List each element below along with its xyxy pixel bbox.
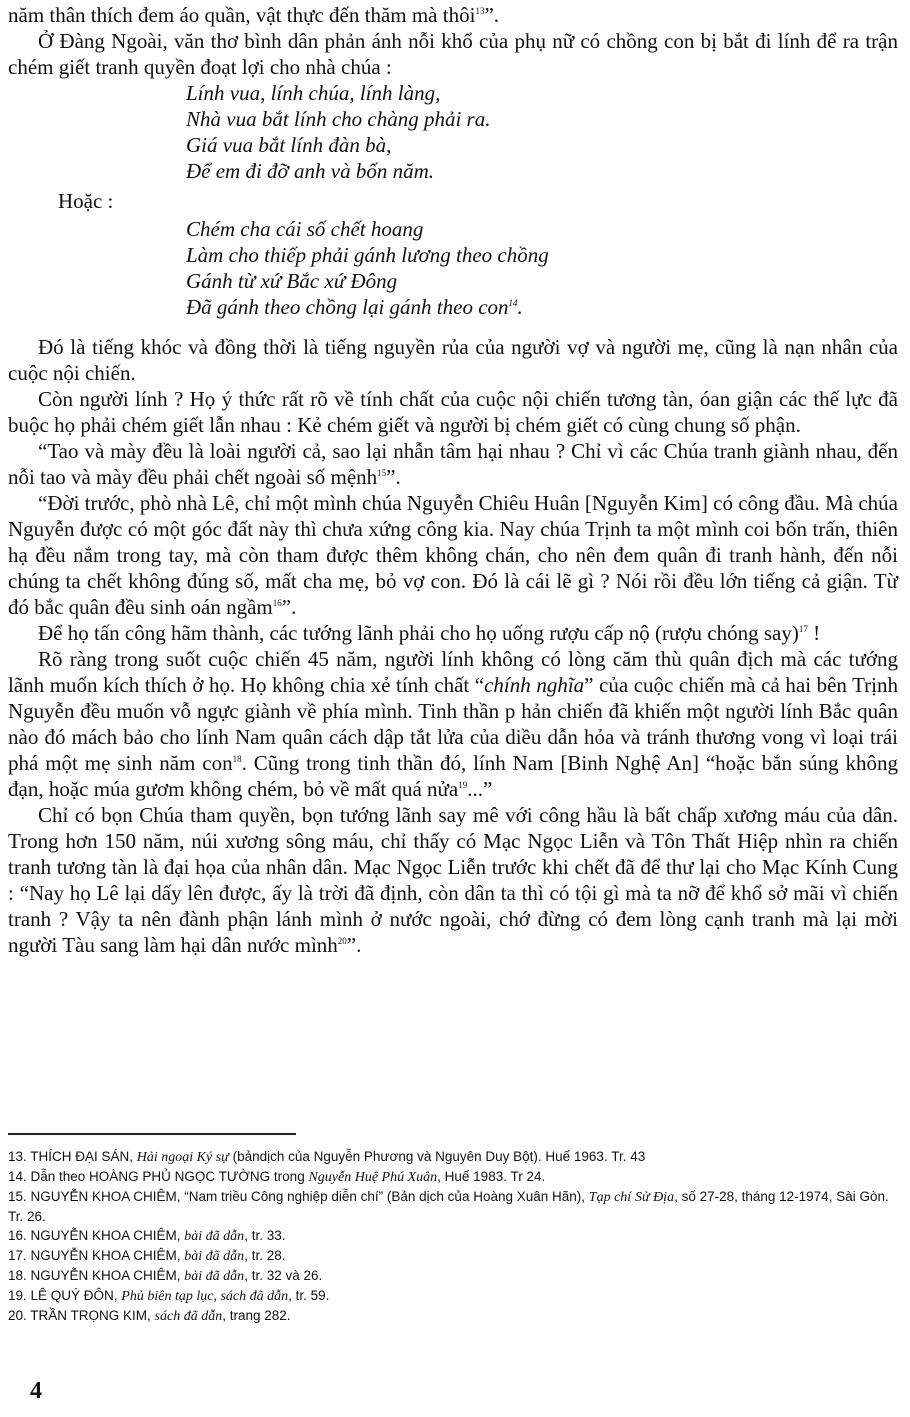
footnote-18: 18. NGUYỄN KHOA CHIÊM, bài đã dẫn, tr. 32 và 26. xyxy=(8,1268,323,1284)
paragraph-3: Đó là tiếng khóc và đồng thời là tiếng nguyền rủa của người vợ và người mẹ, cũng là nạn nhân của cuộc nội chiến. xyxy=(8,335,898,385)
poem-line: Chém cha cái số chết hoang xyxy=(186,217,424,241)
main-text xyxy=(8,2,898,958)
footnote-divider xyxy=(8,1133,296,1135)
poem-line: Làm cho thiếp phải gánh lương theo chồng xyxy=(186,243,549,267)
footnote-ref-17[interactable]: 17 xyxy=(798,624,808,634)
footnote-ref-16[interactable]: 16 xyxy=(272,598,282,608)
footnote-15: 15. NGUYỄN KHOA CHIÊM, “Nam triều Công nghiệp diễn chí” (Bản dịch của Hoàng Xuân Hãn), Tạp chí Sử Địa, số 27-28, tháng 12-1974, Sài Gòn. Tr. 26. xyxy=(8,1189,889,1224)
paragraph-2: Ở Đàng Ngoài, văn thơ bình dân phản ánh nỗi khổ của phụ nữ có chồng con bị bắt đi lính để ra trận chém giết tranh quyền đoạt lợi cho nhà chúa : xyxy=(8,29,898,79)
paragraph-9: Chỉ có bọn Chúa tham quyền, bọn tướng lãnh say mê với công hầu là bất chấp xương máu của dân. Trong hơn 150 năm, núi xương sông máu, chỉ thấy có Mạc Ngọc Liễn và Tôn Thất Hiệp nhìn ra chiến tranh tương tàn là đại họa của nhân dân. Mạc Ngọc Liễn trước khi chết đã để thư lại cho Mạc Kính Cung : “Nay họ Lê lại dấy lên được, ấy là trời đã định, còn dân ta thì có tội gì mà ta nỡ để khổ sở mãi vì chiến tranh ? Vậy ta nên đành phận lánh mình ở nước ngoài, chớ đừng có đem lòng cạnh tranh mà lại mời người Tàu sang làm hại dân nước mình$^{20}$”. xyxy=(8,803,898,957)
poem-1 xyxy=(8,80,898,184)
paragraph-5: “Tao và mày đều là loài người cả, sao lại nhẫn tâm hại nhau ? Chỉ vì các Chúa tranh giành nhau, đến nỗi tao và mày đều phải chết ngoài số mệnh$^{15}$”. xyxy=(8,439,898,489)
poem-line: Giá vua bắt lính đàn bà, xyxy=(186,133,392,157)
paragraph-1: năm thân thích đem áo quần, vật thực đến thăm mà thôi$^{13}$”. xyxy=(8,3,500,27)
paragraph-4: Còn người lính ? Họ ý thức rất rõ về tính chất của cuộc nội chiến tương tàn, óan giận các thế lực đã buộc họ phải chém giết lẫn nhau : Kẻ chém giết và người bị chém giết có cùng chung số phận. xyxy=(8,387,898,437)
footnote-17: 17. NGUYỄN KHOA CHIÊM, bài đã dẫn, tr. 28. xyxy=(8,1248,286,1264)
footnote-16: 16. NGUYỄN KHOA CHIÊM, bài đã dẫn, tr. 33. xyxy=(8,1228,286,1244)
footnote-ref-18[interactable]: 18 xyxy=(232,754,242,764)
footnote-19: 19. LÊ QUÝ ĐÔN, Phủ biên tạp lục, sách đã dẫn, tr. 59. xyxy=(8,1288,330,1304)
footnote-20: 20. TRẦN TRỌNG KIM, sách đã dẫn, trang 282. xyxy=(8,1308,291,1324)
poem-line: Gánh từ xứ Bắc xứ Đông xyxy=(186,269,398,293)
paragraph-6: “Đời trước, phò nhà Lê, chỉ một mình chúa Nguyễn Chiêu Huân [Nguyễn Kim] có công đầu. Mà chúa Nguyễn được có một góc đất này thì chưa xứng công kia. Nay chúa Trịnh ta một mình coi bốn trấn, thiên hạ đều nắm trong tay, mà còn tham được thêm không chán, cho nên đem quân đi tranh hành, đến nỗi chúng ta chết không đúng số, mất cha mẹ, bỏ vợ con. Đó là cái lẽ gì ? Nói rồi đều lớn tiếng cả giận. Từ đó bắc quân đều sinh oán ngầm$^{16}$”. xyxy=(8,491,898,619)
book-page xyxy=(8,0,898,1417)
footnote-ref-20[interactable]: 20 xyxy=(337,936,347,946)
poem-2 xyxy=(8,216,898,320)
paragraph-7: Để họ tấn công hãm thành, các tướng lãnh phải cho họ uống rượu cấp nộ (rượu chóng say)$^{17}$ ! xyxy=(38,621,821,645)
footnote-ref-15[interactable]: 15 xyxy=(377,468,387,478)
footnotes xyxy=(8,1147,898,1326)
footnote-ref-13[interactable]: 13 xyxy=(475,6,485,16)
footnote-ref-19[interactable]: 19 xyxy=(458,780,468,790)
emphasis-text: chính nghĩa xyxy=(484,673,585,697)
footnote-ref-14[interactable]: 14 xyxy=(508,298,518,308)
footnote-14: 14. Dẫn theo HOÀNG PHỦ NGỌC TƯỜNG trong Nguyễn Huệ Phú Xuân, Huế 1983. Tr 24. xyxy=(8,1169,546,1185)
poem-line: Lính vua, lính chúa, lính làng, xyxy=(186,81,441,105)
poem-line: Đã gánh theo chồng lại gánh theo con$^{14}$. xyxy=(186,295,523,319)
paragraph-8: Rõ ràng trong suốt cuộc chiến 45 năm, người lính không có lòng căm thù quân địch mà các tướng lãnh muốn kích thích ở họ. Họ không chia xẻ tính chất “chính nghĩa” của cuộc chiến mà cả hai bên Trịnh Nguyễn đều muốn vỗ ngực giành về phía mình. Tinh thần p hản chiến đã khiến một người lính Bắc quân nào đó mách bảo cho lính Nam quân cách dập tắt lửa của diều dẫn hỏa và tránh thương vong vì loại trái phá một mẹ sinh năm con$^{18}$. Cũng trong tinh thần đó, lính Nam [Binh Nghệ An] “hoặc bắn súng không đạn, hoặc múa gươm không chém, bỏ về mất quá nửa$^{19}$...” xyxy=(8,647,898,801)
poem-line: Để em đi đỡ anh và bốn năm. xyxy=(186,159,435,183)
footnote-13: 13. THÍCH ĐẠI SÁN, Hải ngoại Ký sự (bảndịch của Nguyễn Phương và Nguyên Duy Bột). Huế 1963. Tr. 43 xyxy=(8,1149,646,1165)
page-number: 4 xyxy=(30,1378,42,1404)
poem-line: Nhà vua bắt lính cho chàng phải ra. xyxy=(186,107,491,131)
or-label: Hoặc : xyxy=(58,189,114,213)
